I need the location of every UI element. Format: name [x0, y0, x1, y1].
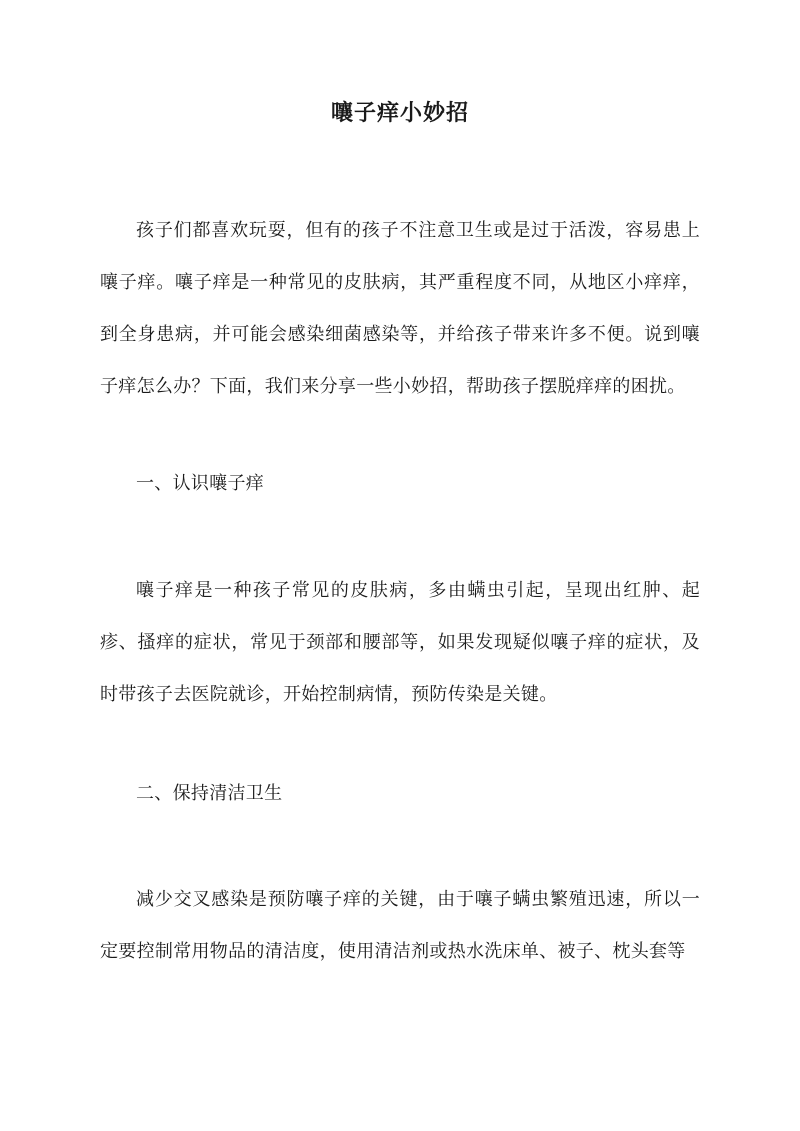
intro-paragraph: 孩子们都喜欢玩耍，但有的孩子不注意卫生或是过于活泼，容易患上嚷子痒。嚷子痒是一种常见的皮肤病，其严重程度不同，从地区小痒痒，到全身患病，并可能会感染细菌感染等，并给孩子带来许多不便。说到嚷子痒怎么办？下面，我们来分享一些小妙招，帮助孩子摆脱痒痒的困扰。	[100, 220, 700, 397]
section-2-paragraph: 减少交叉感染是预防嚷子痒的关键，由于嚷子螨虫繁殖迅速，所以一定要控制常用物品的清洁度，使用清洁剂或热水洗床单、被子、枕头套等	[100, 889, 700, 962]
section-heading-1: 一、认识嚷子痒	[136, 473, 265, 494]
document-title: 嚷子痒小妙招	[330, 100, 469, 126]
section-heading-2: 二、保持清洁卫生	[136, 783, 283, 804]
section-1-paragraph: 嚷子痒是一种孩子常见的皮肤病，多由螨虫引起，呈现出红肿、起疹、搔痒的症状，常见于颈部和腰部等，如果发现疑似嚷子痒的症状，及时带孩子去医院就诊，开始控制病情，预防传染是关键。	[100, 580, 700, 705]
